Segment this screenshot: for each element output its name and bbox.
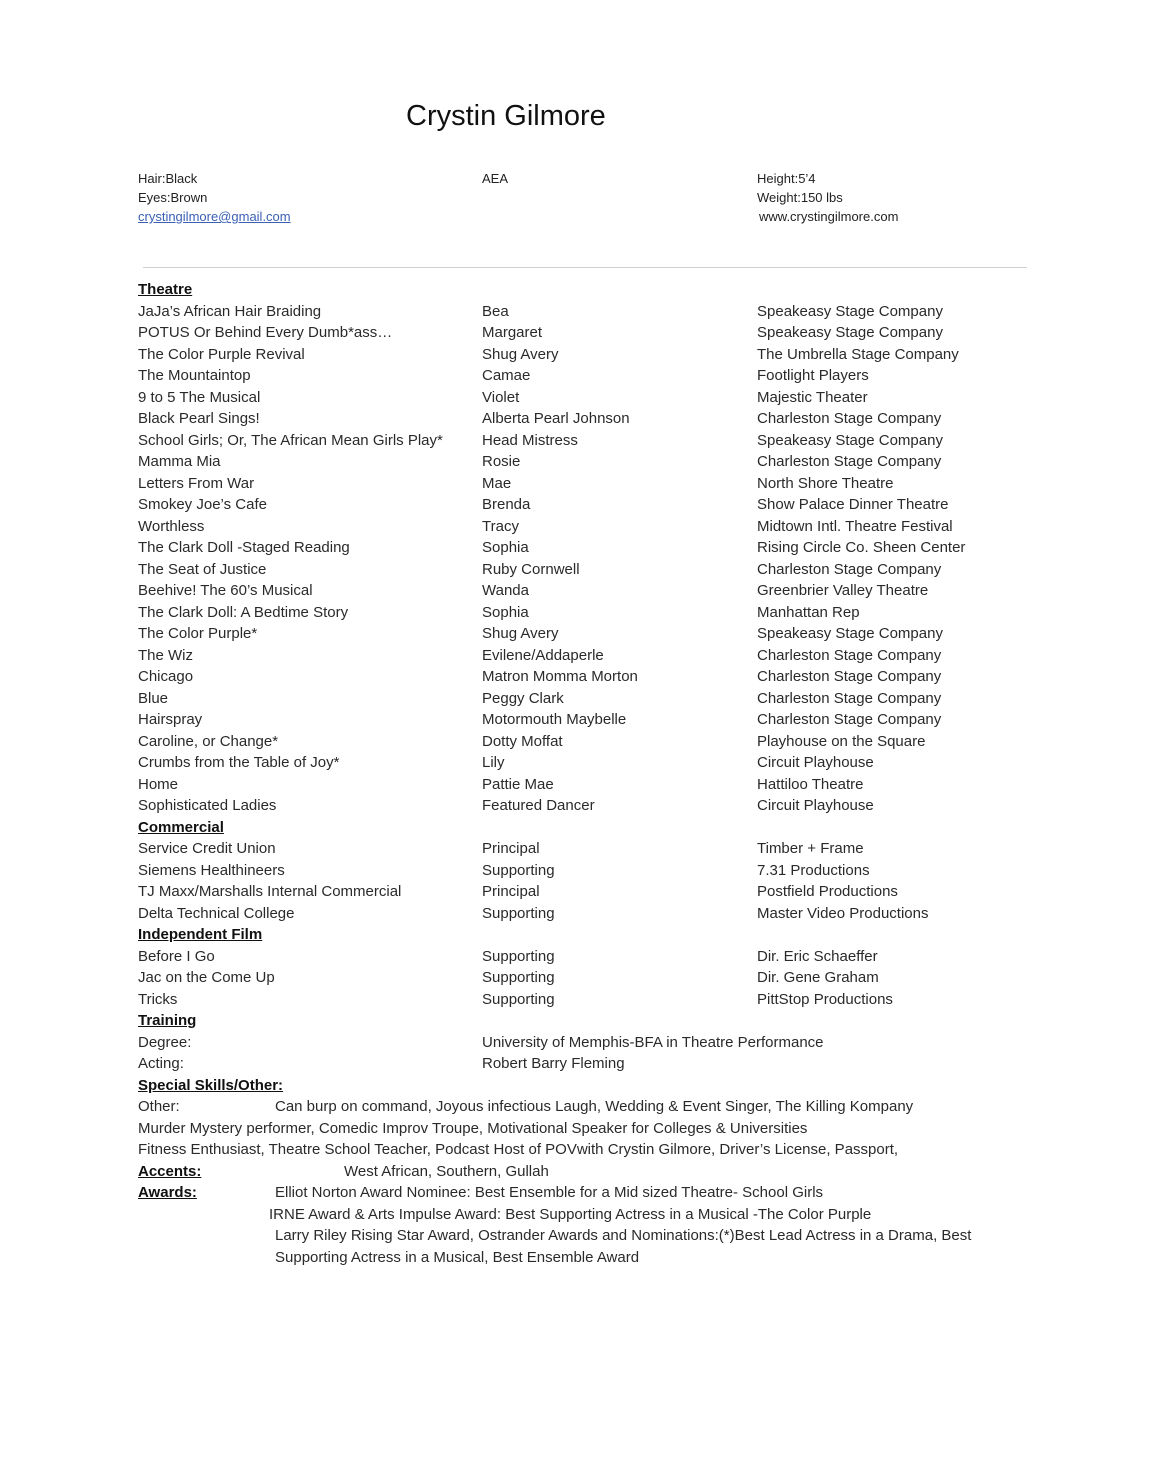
section-commercial-heading: Commercial [138,818,224,836]
theatre-credit-role: Peggy Clark [482,689,564,707]
theatre-credit-venue: Speakeasy Stage Company [757,324,943,341]
theatre-credit-venue: Manhattan Rep [757,603,860,621]
award-text: Supporting Actress in a Musical, Best Ensemble Award [275,1248,640,1266]
other-label: Other: [138,1098,180,1115]
commercial-credit-role: Supporting [482,861,555,879]
theatre-credit-title: Letters From War [138,474,255,492]
section-film-heading: Independent Film [138,926,263,943]
weight-info: Weight:150 lbs [757,190,843,205]
training-item [138,1053,1038,1075]
theatre-credit-venue: Speakeasy Stage Company [757,625,943,642]
theatre-credit [138,516,1038,538]
film-credit-venue: PittStop Productions [757,990,893,1008]
theatre-credit-title: School Girls; Or, The African Mean Girls Play* [138,431,443,449]
theatre-credit [138,709,1038,731]
theatre-credit-title: Chicago [138,668,194,685]
film-credit-title: Before I Go [138,947,215,965]
theatre-credit-role: Lily [482,754,505,771]
skills-line [138,1118,1038,1140]
award-text: Elliot Norton Award Nominee: Best Ensemble for a Mid sized Theatre- School Girls [275,1184,824,1201]
commercial-credits [138,838,1038,924]
theatre-credit-title: Sophisticated Ladies [138,797,277,814]
award-text: Larry Riley Rising Star Award, Ostrander Awards and Nominations:(*)Best Lead Actress in a Drama, Best [275,1227,972,1244]
theatre-credit-title: Black Pearl Sings! [138,410,260,427]
theatre-credit [138,666,1038,688]
theatre-credit-venue: Circuit Playhouse [757,797,874,814]
theatre-credit-title: The Wiz [138,646,194,664]
theatre-credit [138,408,1038,430]
theatre-credit-role: Ruby Cornwell [482,560,580,578]
theatre-credit-title: POTUS Or Behind Every Dumb*ass… [138,324,393,341]
theatre-credit-venue: Footlight Players [757,367,869,384]
theatre-credit [138,537,1038,559]
film-credit-role: Supporting [482,990,555,1008]
theatre-credit-role: Sophia [482,539,529,556]
theatre-credit-title: Home [138,775,179,793]
theatre-credit [138,688,1038,710]
training-item [138,1032,1038,1054]
theatre-credit-title: The Clark Doll -Staged Reading [138,539,350,556]
awards-line [138,1182,1038,1204]
skills-text: Fitness Enthusiast, Theatre School Teacher, Podcast Host of POVwith Crystin Gilmore, Driver’s License, Passport, [138,1141,899,1158]
commercial-credit-title: Service Credit Union [138,840,276,857]
theatre-credit [138,559,1038,581]
film-credit-venue: Dir. Eric Schaeffer [757,947,878,965]
theatre-credits [138,301,1038,817]
page-title: Crystin Gilmore [406,100,606,132]
training-item-title: Degree: [138,1033,192,1051]
theatre-credit-role: Sophia [482,603,529,621]
commercial-credit-venue: Master Video Productions [757,904,929,922]
theatre-credit-venue: Charleston Stage Company [757,711,942,728]
theatre-credit-venue: Rising Circle Co. Sheen Center [757,539,966,556]
theatre-credit-venue: Midtown Intl. Theatre Festival [757,517,953,535]
theatre-credit-role: Matron Momma Morton [482,668,638,685]
theatre-credit-role: Tracy [482,517,519,535]
awards-line [138,1247,1038,1269]
commercial-credit-title: Delta Technical College [138,904,295,922]
website-info: www.crystingilmore.com [759,209,899,224]
theatre-credit-venue: Charleston Stage Company [757,560,942,578]
theatre-credit-role: Violet [482,388,520,406]
award-text: IRNE Award & Arts Impulse Award: Best Supporting Actress in a Musical -The Color Purple [269,1205,872,1223]
theatre-credit-title: The Seat of Justice [138,560,267,578]
theatre-credit-role: Motormouth Maybelle [482,711,627,728]
training-item-role: Robert Barry Fleming [482,1055,625,1072]
theatre-credit [138,580,1038,602]
theatre-credit-role: Rosie [482,453,521,470]
commercial-credit [138,860,1038,882]
theatre-credit [138,344,1038,366]
film-credit [138,989,1038,1011]
theatre-credit-title: 9 to 5 The Musical [138,388,261,406]
theatre-credit-title: The Color Purple Revival [138,345,305,363]
eyes-info: Eyes:Brown [138,190,208,205]
theatre-credit [138,430,1038,452]
theatre-credit-venue: Show Palace Dinner Theatre [757,496,949,513]
theatre-credit-role: Bea [482,302,509,320]
commercial-credit [138,903,1038,925]
union-info: AEA [482,171,509,186]
awards-line [138,1204,1038,1226]
info-left [138,169,291,226]
commercial-credit-role: Principal [482,840,540,857]
theatre-credit-title: Blue [138,689,169,707]
theatre-credit [138,451,1038,473]
theatre-credit-role: Shug Avery [482,625,559,642]
theatre-credit-venue: Speakeasy Stage Company [757,302,943,320]
theatre-credit-venue: Hattiloo Theatre [757,775,864,793]
film-credit-title: Tricks [138,990,178,1008]
film-credit-venue: Dir. Gene Graham [757,969,879,986]
commercial-credit [138,838,1038,860]
training-item-title: Acting: [138,1055,184,1072]
theatre-credit [138,301,1038,323]
awards-line [138,1225,1038,1247]
skills-text: Murder Mystery performer, Comedic Improv Troupe, Motivational Speaker for Colleges & Universities [138,1119,808,1137]
theatre-credit-title: The Clark Doll: A Bedtime Story [138,603,349,621]
theatre-credit-venue: Charleston Stage Company [757,646,942,664]
commercial-credit-venue: 7.31 Productions [757,861,870,879]
theatre-credit [138,752,1038,774]
theatre-credit [138,731,1038,753]
theatre-credit-role: Alberta Pearl Johnson [482,410,630,427]
film-credit-title: Jac on the Come Up [138,969,275,986]
theatre-credit-role: Head Mistress [482,431,578,449]
theatre-credit [138,322,1038,344]
theatre-credit-title: Smokey Joe’s Cafe [138,496,267,513]
theatre-credit-venue: Charleston Stage Company [757,689,942,707]
theatre-credit-title: Crumbs from the Table of Joy* [138,754,340,771]
film-credit-role: Supporting [482,947,555,965]
theatre-credit-venue: Speakeasy Stage Company [757,431,943,449]
theatre-credit [138,365,1038,387]
theatre-credit-title: Mamma Mia [138,453,221,470]
commercial-credit-role: Supporting [482,904,555,922]
theatre-credit-title: Caroline, or Change* [138,732,279,750]
theatre-credit-venue: Charleston Stage Company [757,453,942,470]
theatre-credit [138,774,1038,796]
theatre-credit-title: The Mountaintop [138,367,251,384]
skills-line [138,1139,1038,1161]
info-middle [482,169,508,188]
theatre-credit-venue: Majestic Theater [757,388,868,406]
theatre-credit-role: Featured Dancer [482,797,595,814]
theatre-credit-role: Shug Avery [482,345,559,363]
section-training-heading: Training [138,1012,197,1029]
theatre-credit [138,494,1038,516]
theatre-credit-role: Mae [482,474,512,492]
commercial-credit-role: Principal [482,883,540,900]
divider [143,267,1027,268]
theatre-credit-venue: Charleston Stage Company [757,410,942,427]
skills-text: Can burp on command, Joyous infectious Laugh, Wedding & Event Singer, The Killing Kompany [275,1098,914,1115]
hair-info: Hair:Black [138,171,198,186]
theatre-credit [138,645,1038,667]
commercial-credit [138,881,1038,903]
commercial-credit-title: Siemens Healthineers [138,861,285,879]
info-right [757,169,898,226]
theatre-credit-role: Wanda [482,582,529,599]
theatre-credit-title: Worthless [138,517,205,535]
training-list [138,1032,1038,1075]
theatre-credit-venue: Greenbrier Valley Theatre [757,582,929,599]
theatre-credit-title: JaJa’s African Hair Braiding [138,302,322,320]
skills-line [138,1096,1038,1118]
theatre-credit-title: Hairspray [138,711,203,728]
training-item-role: University of Memphis-BFA in Theatre Performance [482,1033,824,1051]
accents-text: West African, Southern, Gullah [344,1162,549,1180]
theatre-credit-role: Pattie Mae [482,775,554,793]
film-credit [138,967,1038,989]
theatre-credit-title: The Color Purple* [138,625,258,642]
theatre-credit [138,623,1038,645]
email-link[interactable]: crystingilmore@gmail.com [138,209,291,224]
theatre-credit [138,795,1038,817]
resume-body [138,279,1038,1268]
theatre-credit [138,602,1038,624]
theatre-credit [138,473,1038,495]
theatre-credit-role: Camae [482,367,531,384]
theatre-credit-venue: Charleston Stage Company [757,668,942,685]
theatre-credit-role: Dotty Moffat [482,732,563,750]
theatre-credit [138,387,1038,409]
theatre-credit-role: Margaret [482,324,543,341]
section-skills-heading: Special Skills/Other: [138,1076,284,1094]
height-info: Height:5’4 [757,171,816,186]
theatre-credit-role: Evilene/Addaperle [482,646,604,664]
theatre-credit-title: Beehive! The 60’s Musical [138,582,313,599]
theatre-credit-role: Brenda [482,496,531,513]
theatre-credit-venue: Playhouse on the Square [757,732,926,750]
accents-line [138,1161,1038,1183]
film-credit [138,946,1038,968]
theatre-credit-venue: North Shore Theatre [757,474,894,492]
commercial-credit-venue: Postfield Productions [757,883,898,900]
commercial-credit-venue: Timber + Frame [757,840,864,857]
awards-label: Awards: [138,1184,197,1201]
film-credit-role: Supporting [482,969,555,986]
theatre-credit-venue: The Umbrella Stage Company [757,345,959,363]
theatre-credit-venue: Circuit Playhouse [757,754,874,771]
commercial-credit-title: TJ Maxx/Marshalls Internal Commercial [138,883,402,900]
accents-label: Accents: [138,1162,202,1180]
section-theatre-heading: Theatre [138,281,193,298]
film-credits [138,946,1038,1011]
